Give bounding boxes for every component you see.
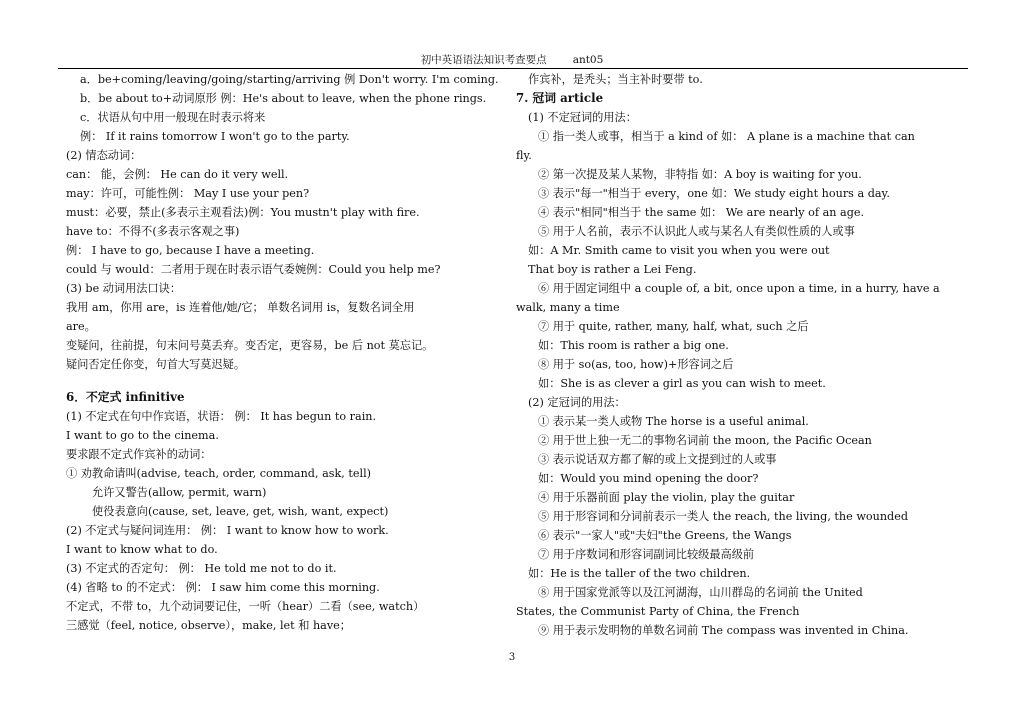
text-line: ⑤ 用于人名前，表示不认识此人或与某名人有类似性质的人或事 [538,225,855,238]
text-line: ⑥ 用于固定词组中 a couple of, a bit, once upon a time, in a hurry, have a [538,282,940,295]
text-line: ④ 用于乐器前面 play the violin, play the guitar [538,491,795,504]
blank-line [66,374,514,388]
text-line: ⑤ 用于形容词和分词前表示一类人 the reach, the living, the wounded [538,510,908,523]
text-line: 例： I have to go, because I have a meeting. [66,244,315,257]
text-line: 变疑问，往前提，句末问号莫丢弃。变否定，更容易，be 后 not 莫忘记。 [66,339,434,352]
text-line: 如：This room is rather a big one. [538,339,729,352]
text-line: (3) 不定式的否定句： 例： He told me not to do it. [66,562,337,575]
text-line: ④ 表示"相同"相当于 the same 如： We are nearly of an age. [538,206,865,219]
text-line: may：许可，可能性例： May I use your pen? [66,187,310,200]
text-line: are。 [66,320,96,333]
text-line: b．be about to+动词原形 例：He's about to leave, when the phone rings. [80,92,487,105]
section-heading-article: 7. 冠词 article [516,91,604,105]
right-column [516,70,972,640]
text-line: c．状语从句中用一般现在时表示将来 [80,111,266,124]
header-rule [58,68,968,69]
text-line: ② 第一次提及某人某物，非特指 如：A boy is waiting for you. [538,168,862,181]
text-line: ① 指一类人或事，相当于 a kind of 如： A plane is a machine that can [538,130,915,143]
text-line: 三感觉（feel, notice, observe），make, let 和 have； [66,619,351,632]
text-line: (2) 不定式与疑问词连用： 例： I want to know how to work. [66,524,389,537]
text-line: 如：A Mr. Smith came to visit you when you were out [528,244,830,257]
text-line: 如：Would you mind opening the door? [538,472,759,485]
header-title: 初中英语语法知识考查要点 [420,54,547,66]
text-line: (2) 定冠词的用法： [528,396,626,409]
text-line: States, the Communist Party of China, the French [516,605,800,618]
text-line: ① 表示某一类人或物 The horse is a useful animal. [538,415,809,428]
text-line: That boy is rather a Lei Feng. [528,263,697,276]
text-line: (1) 不定冠词的用法： [528,111,637,124]
text-line: must：必要，禁止(多表示主观看法)例：You mustn't play with fire. [66,206,420,219]
text-line: I want to know what to do. [66,543,218,556]
text-line: 使役表意向(cause, set, leave, get, wish, want, expect) [92,505,389,518]
text-line: walk, many a time [516,301,620,314]
left-column [66,70,514,635]
text-line: 例： If it rains tomorrow I won't go to the party. [80,130,350,143]
text-line: fly. [516,149,532,162]
text-line: have to：不得不(多表示客观之事) [66,225,240,238]
page-number: 3 [508,652,516,663]
text-line: (3) be 动词用法口诀： [66,282,182,295]
section-heading-infinitive: 6．不定式 infinitive [66,390,185,404]
text-line: ② 用于世上独一无二的事物名词前 the moon, the Pacific Ocean [538,434,872,447]
text-line: (2) 情态动词： [66,149,142,162]
text-line: can： 能，会例： He can do it very well. [66,168,289,181]
text-line: ① 劝教命请叫(advise, teach, order, command, ask, tell) [66,467,372,480]
text-line: ⑧ 用于 so(as, too, how)+形容词之后 [538,358,734,371]
text-line: ⑧ 用于国家党派等以及江河湖海，山川群岛的名词前 the United [538,586,863,599]
text-line: ③ 表示说话双方都了解的或上文提到过的人或事 [538,453,777,466]
text-line: (1) 不定式在句中作宾语，状语： 例： It has begun to rain. [66,410,377,423]
text-line: ⑦ 用于 quite, rather, many, half, what, such 之后 [538,320,809,333]
text-line: 允许又警告(allow, permit, warn) [92,486,267,499]
text-line: 我用 am，你用 are，is 连着他/她/它； 单数名词用 is，复数名词全用 [66,301,415,314]
text-line: ③ 表示"每一"相当于 every，one 如：We study eight hours a day. [538,187,890,200]
text-line: 如：She is as clever a girl as you can wish to meet. [538,377,826,390]
text-line: 不定式，不带 to，九个动词要记住，一听（hear）二看（see, watch） [66,600,425,613]
text-line: I want to go to the cinema. [66,429,219,442]
text-line: 要求跟不定式作宾补的动词： [66,448,212,461]
page-header [0,52,1024,68]
text-line: 如：He is the taller of the two children. [528,567,751,580]
text-line: 疑问否定任你变，句首大写莫迟疑。 [66,358,246,371]
text-line: (4) 省略 to 的不定式： 例： I saw him come this morning. [66,581,380,594]
text-line: a．be+coming/leaving/going/starting/arriving 例 Don't worry. I'm coming. [80,73,499,86]
text-line: ⑥ 表示"一家人"或"夫妇"the Greens, the Wangs [538,529,792,542]
header-code: ant05 [572,54,604,66]
text-line: ⑨ 用于表示发明物的单数名词前 The compass was invented in China. [538,624,909,637]
text-line: ⑦ 用于序数词和形容词副词比较级最高级前 [538,548,755,561]
text-line: could 与 would：二者用于现在时表示语气委婉例：Could you help me? [66,263,441,276]
text-line: 作宾补，是秃头；当主补时要带 to. [528,73,703,86]
